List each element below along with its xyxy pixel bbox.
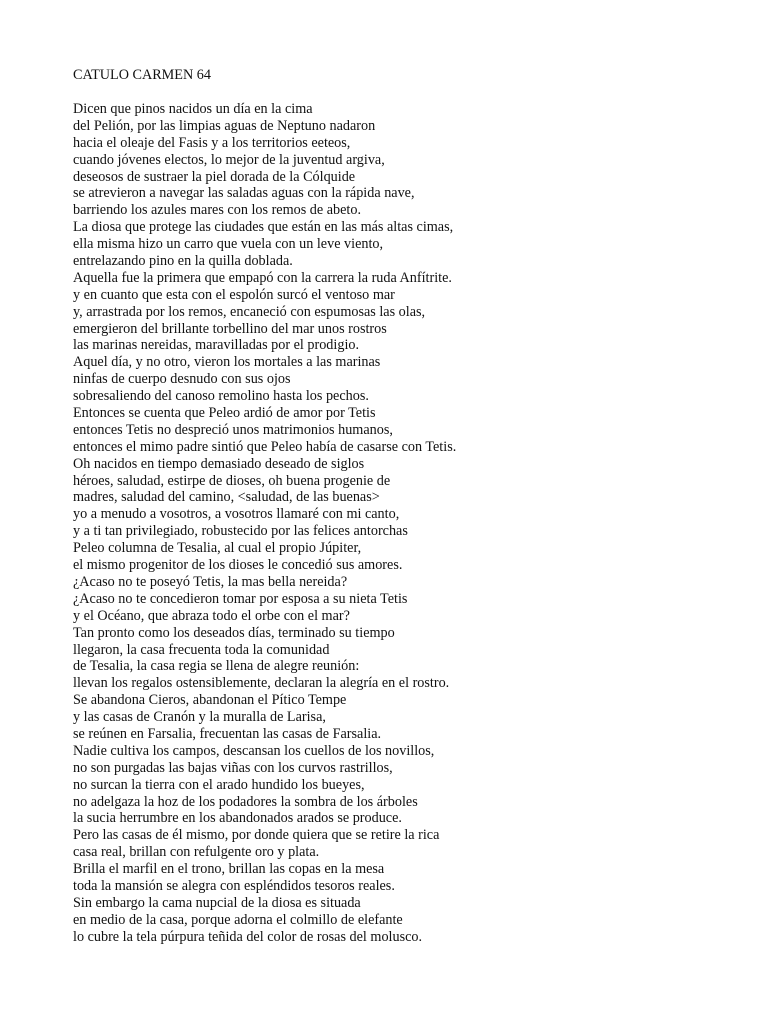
poem-line: entrelazando pino en la quilla doblada. (73, 253, 293, 270)
poem-line: ¿Acaso no te poseyó Tetis, la mas bella nereida? (73, 573, 348, 590)
poem-line: lo cubre la tela púrpura teñida del color de rosas del molusco. (73, 928, 423, 945)
poem-line: y las casas de Cranón y la muralla de Larisa, (73, 709, 326, 726)
poem-line: Brilla el marfil en el trono, brillan las copas en la mesa (73, 861, 385, 878)
poem-line: ninfas de cuerpo desnudo con sus ojos (73, 371, 291, 388)
poem-line: yo a menudo a vosotros, a vosotros llamaré con mi canto, (73, 506, 400, 523)
poem-line: La diosa que protege las ciudades que están en las más altas cimas, (73, 219, 454, 236)
poem-line: no son purgadas las bajas viñas con los curvos rastrillos, (73, 759, 393, 776)
poem-line: Nadie cultiva los campos, descansan los cuellos de los novillos, (73, 742, 435, 759)
poem-line: llevan los regalos ostensiblemente, declaran la alegría en el rostro. (73, 675, 450, 692)
poem-line: de Tesalia, la casa regia se llena de alegre reunión: (73, 658, 360, 675)
poem-line: toda la mansión se alegra con espléndidos tesoros reales. (73, 877, 395, 894)
poem-line: llegaron, la casa frecuenta toda la comunidad (73, 641, 330, 658)
poem-line: no adelgaza la hoz de los podadores la sombra de los árboles (73, 793, 418, 810)
poem-line: la sucia herrumbre en los abandonados arados se produce. (73, 810, 402, 827)
poem-line: Entonces se cuenta que Peleo ardió de amor por Tetis (73, 405, 376, 422)
poem-line: Aquella fue la primera que empapó con la carrera la ruda Anfítrite. (73, 269, 452, 286)
poem-line: hacia el oleaje del Fasis y a los territorios eeteos, (73, 134, 351, 151)
poem-line: y el Océano, que abraza todo el orbe con el mar? (73, 607, 350, 624)
poem-line: y, arrastrada por los remos, encaneció con espumosas las olas, (73, 303, 426, 320)
poem-line: Tan pronto como los deseados días, terminado su tiempo (73, 624, 395, 641)
poem-line: sobresaliendo del canoso remolino hasta los pechos. (73, 388, 369, 405)
poem-line: ¿Acaso no te concedieron tomar por esposa a su nieta Tetis (73, 590, 408, 607)
poem-line: del Pelión, por las limpias aguas de Neptuno nadaron (73, 117, 376, 134)
poem-line: héroes, saludad, estirpe de dioses, oh buena progenie de (73, 472, 391, 489)
poem-line: se atrevieron a navegar las saladas aguas con la rápida nave, (73, 185, 415, 202)
poem-line: Oh nacidos en tiempo demasiado deseado de siglos (73, 455, 365, 472)
poem-line: Sin embargo la cama nupcial de la diosa es situada (73, 894, 361, 911)
poem-line: no surcan la tierra con el arado hundido los bueyes, (73, 776, 365, 793)
poem-line: y en cuanto que esta con el espolón surcó el ventoso mar (73, 286, 395, 303)
poem-line: las marinas nereidas, maravilladas por el prodigio. (73, 337, 360, 354)
poem-line: Aquel día, y no otro, vieron los mortales a las marinas (73, 354, 381, 371)
poem-line: se reúnen en Farsalia, frecuentan las casas de Farsalia. (73, 725, 382, 742)
poem-line: deseosos de sustraer la piel dorada de la Cólquide (73, 168, 356, 185)
poem-line: entonces el mimo padre sintió que Peleo había de casarse con Tetis. (73, 438, 457, 455)
poem-line: Se abandona Cieros, abandonan el Pítico Tempe (73, 692, 347, 709)
document-title: CATULO CARMEN 64 (73, 67, 211, 83)
poem-line: ella misma hizo un carro que vuela con un leve viento, (73, 236, 384, 253)
poem-line: madres, saludad del camino, <saludad, de las buenas> (73, 489, 380, 506)
poem-line: y a ti tan privilegiado, robustecido por las felices antorchas (73, 523, 408, 540)
poem-line: entonces Tetis no despreció unos matrimonios humanos, (73, 421, 393, 438)
poem-line: Pero las casas de él mismo, por donde quiera que se retire la rica (73, 827, 440, 844)
poem-line: casa real, brillan con refulgente oro y plata. (73, 844, 320, 861)
poem-line: Peleo columna de Tesalia, al cual el propio Júpiter, (73, 540, 362, 557)
poem-line: cuando jóvenes electos, lo mejor de la juventud argiva, (73, 151, 385, 168)
poem-line: el mismo progenitor de los dioses le concedió sus amores. (73, 557, 403, 574)
poem-line: emergieron del brillante torbellino del mar unos rostros (73, 320, 387, 337)
poem-line: barriendo los azules mares con los remos de abeto. (73, 202, 361, 219)
poem-line: en medio de la casa, porque adorna el colmillo de elefante (73, 911, 403, 928)
poem-line: Dicen que pinos nacidos un día en la cima (73, 101, 313, 117)
document-page (73, 67, 733, 946)
poem-text (73, 101, 733, 946)
